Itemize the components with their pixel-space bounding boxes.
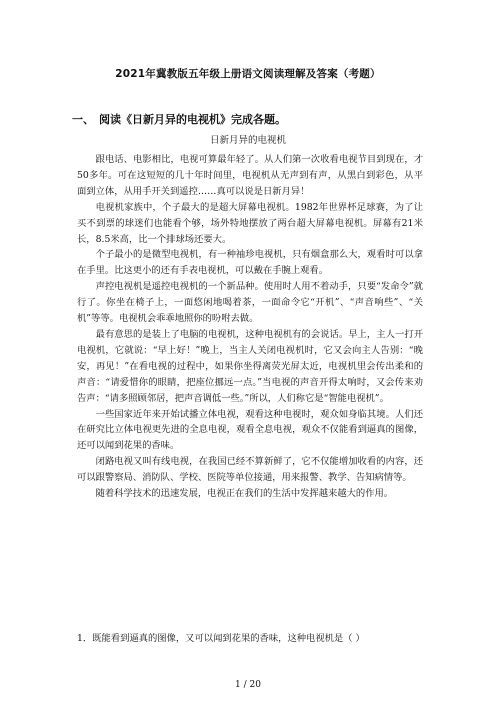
paragraph-8: 随着科学技术的迅速发展，电视正在我们的生活中发挥越来越大的作用。 xyxy=(95,488,394,500)
page-number: 1 / 20 xyxy=(235,680,261,690)
section-heading xyxy=(72,111,286,127)
paragraph-7: 闭路电视又叫有线电视，在我国已经不算新鲜了，它不仅能增加收看的内容，还可以跟警察局、消防队、学校、医院等单位接通，用来报警、教学、告知病情等。 xyxy=(77,456,423,484)
document-title: 2021年冀教版五年级上册语文阅读理解及答案（考题） xyxy=(115,68,381,80)
article-title: 日新月异的电视机 xyxy=(209,135,286,146)
paragraph-5: 最有意思的是装上了电脑的电视机，这种电视机有的会说话。早上，主人一打开电视机，它就说：“早上好！”晚上，当主人关闭电视机时，它又会向主人告别：“晚安，再见！”在看电视的过程中，如果你坐得离荧光屏太近，电视机里会传出柔和的声音：“请爱惜你的眼睛，把座位挪远一点。”当电视的声音开得太响时，又会传来劝告声：“请多照顾邻居，把声音调低一些。”所以，人们称它是“智能电视机”。 xyxy=(77,328,423,404)
question-1: 1．既能看到逼真的图像，又可以闻到花果的香味，这种电视机是（ ） xyxy=(77,633,365,644)
paragraph-4: 声控电视机是遥控电视机的一个新品种。使用时人用不着动手，只要“发命令”就行了。你坐在椅子上，一面悠闲地喝着茶，一面命令它“开机”、“声音响些”、“关机”等等。电视机会乖乖地照你的吩咐去做。 xyxy=(77,281,423,325)
paragraph-3: 个子最小的是微型电视机，有一种袖珍电视机，只有烟盒那么大，观看时可以拿在手里。比这更小的还有手表电视机，可以戴在手腕上观看。 xyxy=(77,249,423,277)
section-number: 一、 xyxy=(72,113,94,126)
paragraph-6: 一些国家近年来开始试播立体电视，观看这种电视时，观众如身临其境。人们还在研究比立体电视更先进的全息电视，观看全息电视，观众不仅能看到逼真的图像，还可以闻到花果的香味。 xyxy=(77,408,423,452)
article-body xyxy=(77,152,423,502)
section-heading-text: 阅读《日新月异的电视机》完成各题。 xyxy=(99,113,286,126)
paragraph-2: 电视机家族中，个子最大的是超大屏幕电视机。1982年世界杯足球赛，为了让买不到票的球迷们也能看个够，场外特地摆放了两台超大屏幕电视机。屏幕有21米长，8.5米高，比一个排球场还要大。 xyxy=(77,201,423,245)
paragraph-1: 跟电话、电影相比，电视可算最年轻了。从人们第一次收看电视节目到现在，才50多年。可在这短短的几十年时间里，电视机从无声到有声，从黑白到彩色，从平面到立体，从用手开关到遥控……真可以说是日新月异！ xyxy=(77,154,423,197)
